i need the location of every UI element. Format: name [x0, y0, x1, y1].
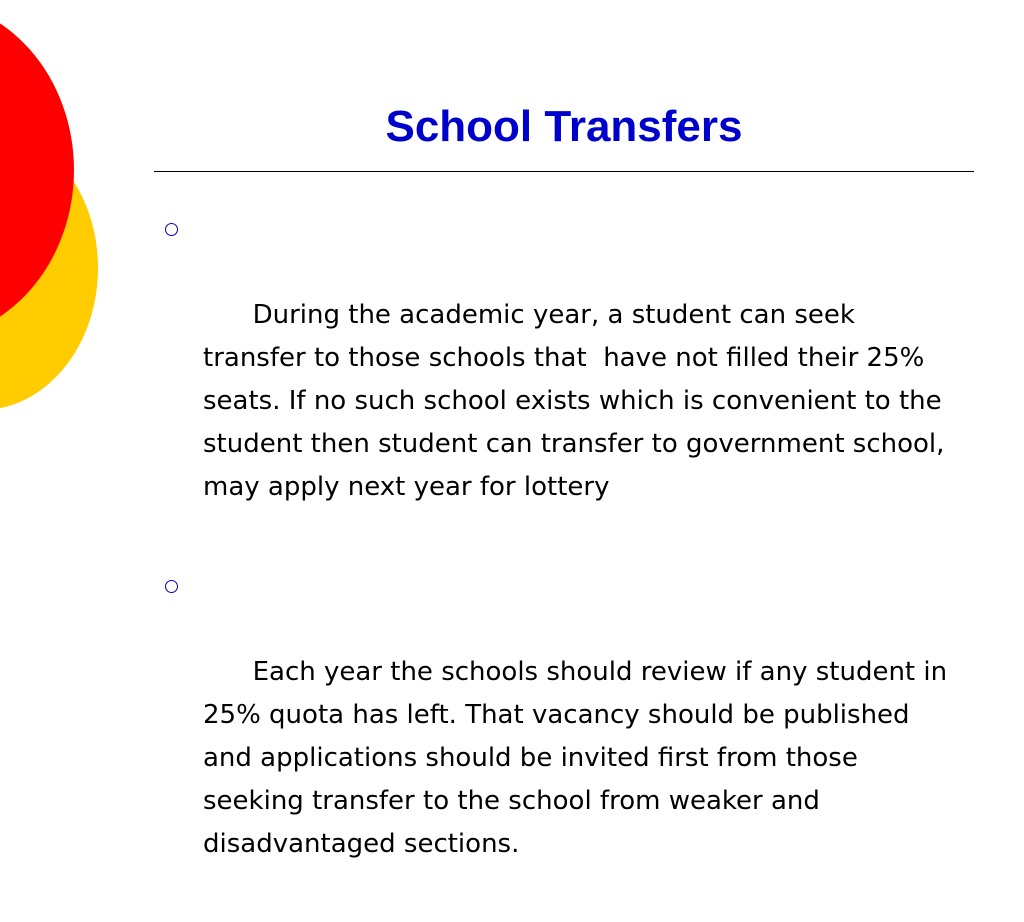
hollow-circle-bullet-icon: [165, 223, 178, 236]
bullet-text: During the academic year, a student can seek transfer to those schools that have not filled their 25% seats. If no such school exists which is convenient to the student then student can transfer to government school, may apply next year for lottery: [203, 300, 953, 502]
bullet-item: [165, 565, 965, 909]
bullet-list: [165, 208, 965, 922]
hollow-circle-bullet-icon: [165, 580, 178, 593]
title-divider: [154, 171, 974, 172]
bullet-text: Each year the schools should review if any student in 25% quota has left. That vacancy should be published and applications should be invited first from those seeking transfer to the school from weaker and disadvantaged sections.: [203, 657, 956, 859]
bullet-item: [165, 208, 965, 552]
slide-title: School Transfers: [385, 102, 743, 151]
